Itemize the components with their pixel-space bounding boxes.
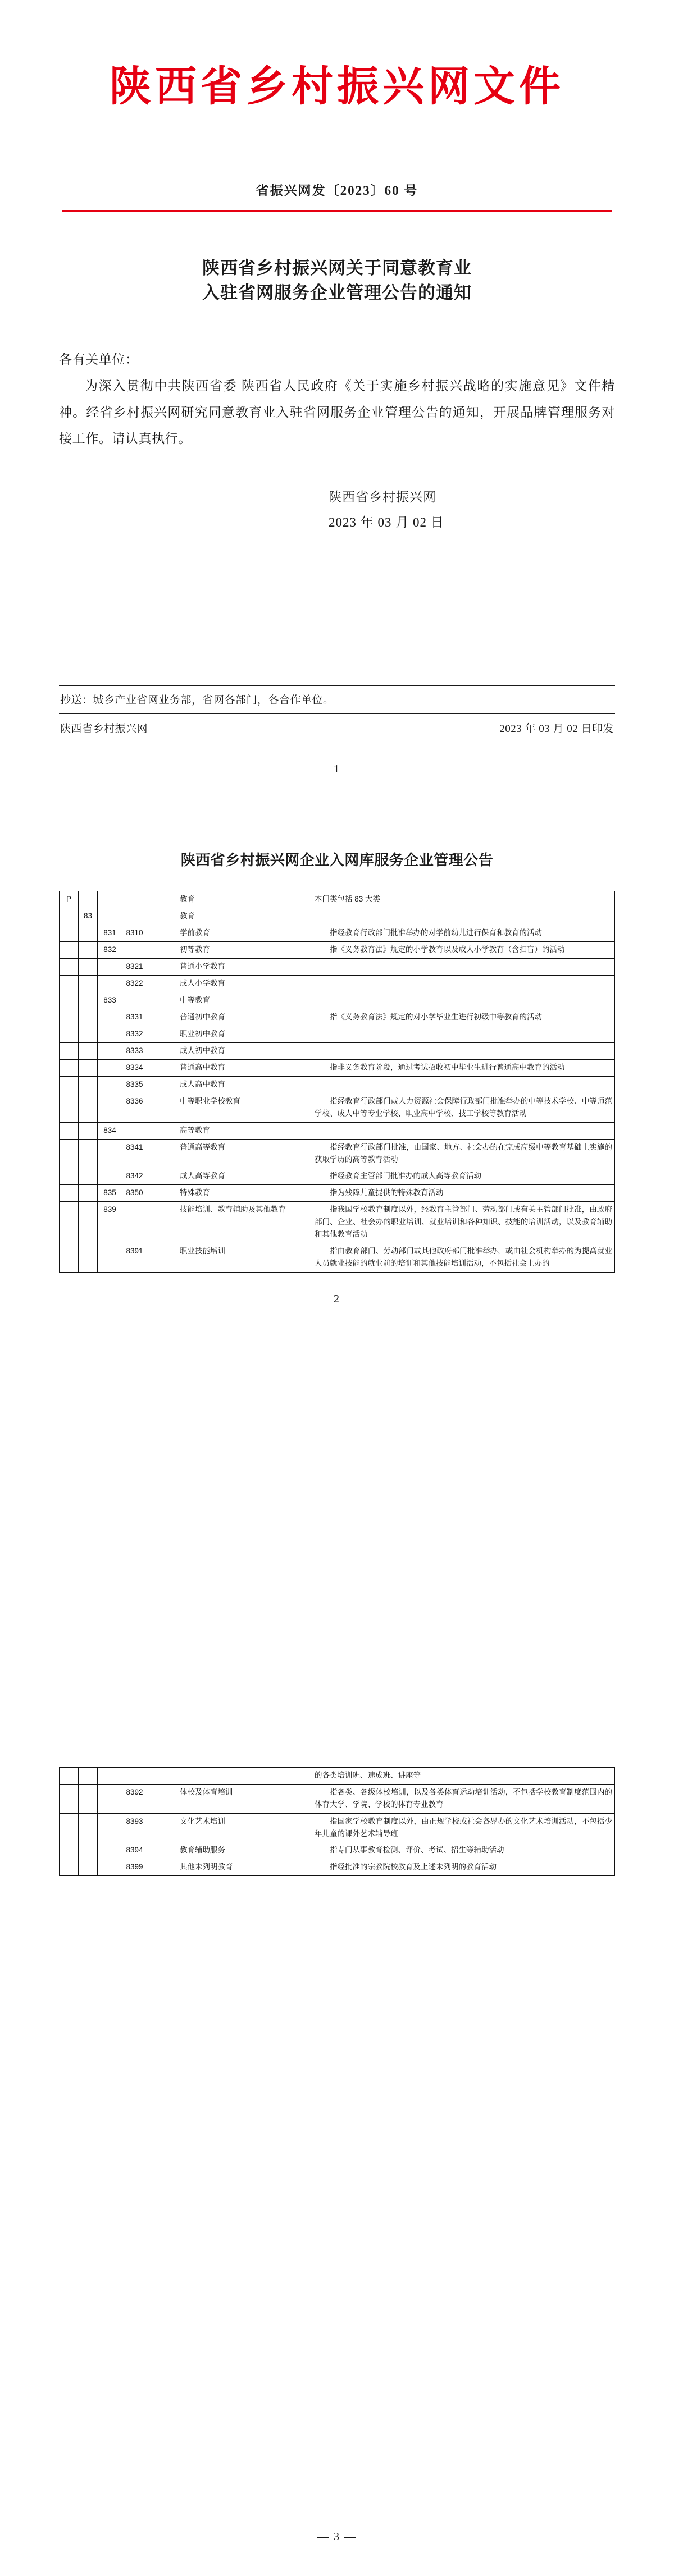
cell-group-code <box>98 1026 122 1043</box>
table-row <box>60 959 615 976</box>
cell-class-code <box>122 992 147 1009</box>
announcement-title: 陕西省乡村振兴网企业入网库服务企业管理公告 <box>180 852 494 868</box>
cell-class-code: 8321 <box>122 959 147 976</box>
cell-class-code <box>122 942 147 959</box>
masthead <box>59 0 615 112</box>
cell-category-description: 指经批准的宗教院校教育及上述未列明的教育活动 <box>312 1859 615 1876</box>
cell-category-name: 其他未列明教育 <box>177 1859 312 1876</box>
cell-group-code: 835 <box>98 1185 122 1202</box>
cell-category-description: 的各类培训班、速成班、讲座等 <box>312 1768 615 1785</box>
cell-subclass-code <box>147 992 177 1009</box>
cell-sector-code <box>60 1026 79 1043</box>
cell-group-code: 833 <box>98 992 122 1009</box>
cell-category-name: 中等教育 <box>177 992 312 1009</box>
cell-category-name: 文化艺术培训 <box>177 1813 312 1842</box>
cell-subclass-code <box>147 1122 177 1139</box>
cell-class-code: 8335 <box>122 1077 147 1093</box>
cell-category-name: 普通高等教育 <box>177 1139 312 1168</box>
cell-sector-code <box>60 1168 79 1185</box>
cell-division-code <box>79 891 98 908</box>
page-footer <box>59 685 615 735</box>
classification-table-page3 <box>59 1767 615 1876</box>
cell-subclass-code <box>147 1077 177 1093</box>
cell-category-description: 指为残障儿童提供的特殊教育活动 <box>312 1185 615 1202</box>
cell-class-code: 8334 <box>122 1060 147 1077</box>
document-number: 省振兴网发〔2023〕60 号 <box>256 184 418 198</box>
cell-group-code <box>98 1168 122 1185</box>
cell-class-code <box>122 1122 147 1139</box>
cell-category-description: 指经教育行政部门批准，由国家、地方、社会办的在完成高级中等教育基础上实施的获取学历的高等教育活动 <box>312 1139 615 1168</box>
cell-group-code <box>98 1093 122 1123</box>
cell-group-code: 839 <box>98 1202 122 1243</box>
cell-category-description: 本门类包括 83 大类 <box>312 891 615 908</box>
signature-date: 2023 年 03 月 02 日 <box>329 515 444 529</box>
table-row <box>60 1026 615 1043</box>
cell-sector-code <box>60 908 79 925</box>
salutation: 各有关单位： <box>59 353 139 367</box>
cell-class-code: 8310 <box>122 925 147 942</box>
cell-category-name: 初等教育 <box>177 942 312 959</box>
masthead-title: 陕西省乡村振兴网文件 <box>110 64 564 110</box>
cell-category-description <box>312 1043 615 1060</box>
cell-subclass-code <box>147 1026 177 1043</box>
cell-division-code <box>79 1202 98 1243</box>
table-row <box>60 976 615 992</box>
cell-group-code <box>98 1139 122 1168</box>
cell-category-description: 指非义务教育阶段，通过考试招收初中毕业生进行普通高中教育的活动 <box>312 1060 615 1077</box>
cell-sector-code <box>60 1060 79 1077</box>
cell-category-name: 职业技能培训 <box>177 1243 312 1273</box>
cell-class-code: 8399 <box>122 1859 147 1876</box>
table-row <box>60 1077 615 1093</box>
cell-subclass-code <box>147 1859 177 1876</box>
cell-division-code <box>79 1122 98 1139</box>
classification-table-wrapper-page2 <box>59 891 615 1273</box>
cell-division-code <box>79 1768 98 1785</box>
cell-class-code: 8393 <box>122 1813 147 1842</box>
cell-subclass-code <box>147 959 177 976</box>
cell-category-description <box>312 1122 615 1139</box>
page-number-3: — 3 — <box>317 2531 357 2543</box>
carbon-copy-line: 抄送：城乡产业省网业务部，省网各部门，各合作单位。 <box>60 694 334 707</box>
cell-subclass-code <box>147 1202 177 1243</box>
cell-sector-code <box>60 942 79 959</box>
cell-category-name: 中等职业学校教育 <box>177 1093 312 1123</box>
cell-sector-code: P <box>60 891 79 908</box>
document-page-2 <box>0 808 674 1718</box>
body-paragraph: 为深入贯彻中共陕西省委 陕西省人民政府《关于实施乡村振兴战略的实施意见》文件精神。经省乡村振兴网研究同意教育业入驻省网服务企业管理公告的通知，开展品牌管理服务对接工作。请认真执行。 <box>59 379 615 446</box>
cell-division-code <box>79 942 98 959</box>
cell-group-code <box>98 1785 122 1814</box>
cell-group-code <box>98 1243 122 1273</box>
cell-division-code: 83 <box>79 908 98 925</box>
document-page-3 <box>0 1767 674 2576</box>
table-row <box>60 1168 615 1185</box>
cell-subclass-code <box>147 1785 177 1814</box>
cell-division-code <box>79 1168 98 1185</box>
cell-category-name: 普通初中教育 <box>177 1009 312 1026</box>
document-page-1 <box>0 0 674 808</box>
issuer-name: 陕西省乡村振兴网 <box>60 723 148 735</box>
cell-group-code <box>98 891 122 908</box>
cell-class-code: 8333 <box>122 1043 147 1060</box>
cell-category-description: 指经教育行政部门批准举办的对学前幼儿进行保育和教育的活动 <box>312 925 615 942</box>
cell-category-name: 成人小学教育 <box>177 976 312 992</box>
cell-sector-code <box>60 1185 79 1202</box>
cell-subclass-code <box>147 1813 177 1842</box>
cell-subclass-code <box>147 1009 177 1026</box>
cell-sector-code <box>60 1768 79 1785</box>
cell-group-code <box>98 1813 122 1842</box>
cell-sector-code <box>60 1243 79 1273</box>
cell-division-code <box>79 1077 98 1093</box>
cell-subclass-code <box>147 908 177 925</box>
table-row <box>60 942 615 959</box>
cell-category-description <box>312 1077 615 1093</box>
cell-class-code: 8391 <box>122 1243 147 1273</box>
table-row <box>60 1243 615 1273</box>
cell-division-code <box>79 1026 98 1043</box>
cell-group-code <box>98 1859 122 1876</box>
cell-division-code <box>79 1243 98 1273</box>
cell-division-code <box>79 992 98 1009</box>
cell-sector-code <box>60 1859 79 1876</box>
cell-group-code <box>98 976 122 992</box>
table-row <box>60 1202 615 1243</box>
cell-sector-code <box>60 959 79 976</box>
cell-division-code <box>79 1009 98 1026</box>
cell-group-code: 831 <box>98 925 122 942</box>
signature-block <box>59 485 615 536</box>
table-row <box>60 1785 615 1814</box>
cell-class-code <box>122 1768 147 1785</box>
cell-category-name: 学前教育 <box>177 925 312 942</box>
cell-category-name: 普通小学教育 <box>177 959 312 976</box>
cell-category-name: 成人高中教育 <box>177 1077 312 1093</box>
cell-category-description <box>312 959 615 976</box>
cell-category-name: 普通高中教育 <box>177 1060 312 1077</box>
cell-class-code: 8332 <box>122 1026 147 1043</box>
cell-category-name: 高等教育 <box>177 1122 312 1139</box>
table-row <box>60 1043 615 1060</box>
cell-division-code <box>79 976 98 992</box>
cell-group-code <box>98 959 122 976</box>
cell-category-name: 特殊教育 <box>177 1185 312 1202</box>
cell-division-code <box>79 1043 98 1060</box>
notice-title-line-2: 入驻省网服务企业管理公告的通知 <box>202 283 472 303</box>
cell-division-code <box>79 1785 98 1814</box>
table-row <box>60 908 615 925</box>
notice-title <box>59 256 615 305</box>
cell-category-description: 指国家学校教育制度以外，由正规学校或社会各界办的文化艺术培训活动，不包括少年儿童的课外艺术辅导班 <box>312 1813 615 1842</box>
signer-name: 陕西省乡村振兴网 <box>329 489 436 504</box>
cell-category-description: 指各类、各级体校培训，以及各类体育运动培训活动，不包括学校教育制度范围内的体育大学、学院、学校的体育专业教育 <box>312 1785 615 1814</box>
red-separator-rule <box>62 210 612 212</box>
cell-sector-code <box>60 1009 79 1026</box>
cell-subclass-code <box>147 976 177 992</box>
cell-category-name <box>177 1768 312 1785</box>
page-number-1: — 1 — <box>317 763 357 775</box>
cell-class-code <box>122 1202 147 1243</box>
cell-sector-code <box>60 1077 79 1093</box>
cell-class-code: 8392 <box>122 1785 147 1814</box>
cell-category-name: 成人高等教育 <box>177 1168 312 1185</box>
cell-class-code: 8341 <box>122 1139 147 1168</box>
cell-sector-code <box>60 976 79 992</box>
cell-subclass-code <box>147 1842 177 1859</box>
table-row <box>60 1859 615 1876</box>
cell-sector-code <box>60 1813 79 1842</box>
cell-class-code <box>122 908 147 925</box>
cell-group-code <box>98 1060 122 1077</box>
cell-category-description: 指由教育部门、劳动部门或其他政府部门批准举办，或由社会机构举办的为提高就业人员就业技能的就业前的培训和其他技能培训活动，不包括社会上办的 <box>312 1243 615 1273</box>
cell-group-code <box>98 908 122 925</box>
table-row <box>60 891 615 908</box>
cell-subclass-code <box>147 891 177 908</box>
cell-group-code <box>98 1768 122 1785</box>
cell-subclass-code <box>147 1060 177 1077</box>
cell-category-description: 指我国学校教育制度以外，经教育主管部门、劳动部门或有关主管部门批准，由政府部门、企业、社会办的职业培训、就业培训和各种知识、技能的培训活动，以及教育辅助和其他教育活动 <box>312 1202 615 1243</box>
cell-subclass-code <box>147 942 177 959</box>
cell-category-name: 教育 <box>177 908 312 925</box>
cell-subclass-code <box>147 925 177 942</box>
cell-class-code: 8336 <box>122 1093 147 1123</box>
cell-division-code <box>79 1060 98 1077</box>
cell-category-description <box>312 992 615 1009</box>
cell-category-name: 职业初中教育 <box>177 1026 312 1043</box>
page-number-2: — 2 — <box>317 1292 357 1305</box>
notice-title-line-1: 陕西省乡村振兴网关于同意教育业 <box>202 258 472 278</box>
cell-category-description <box>312 976 615 992</box>
cell-division-code <box>79 959 98 976</box>
table-row <box>60 1093 615 1123</box>
cell-class-code: 8394 <box>122 1842 147 1859</box>
cell-category-name: 体校及体育培训 <box>177 1785 312 1814</box>
cell-subclass-code <box>147 1185 177 1202</box>
cell-sector-code <box>60 1842 79 1859</box>
cell-group-code <box>98 1009 122 1026</box>
cell-category-description: 指经教育主管部门批准办的成人高等教育活动 <box>312 1168 615 1185</box>
cell-subclass-code <box>147 1243 177 1273</box>
cell-subclass-code <box>147 1768 177 1785</box>
cell-sector-code <box>60 1785 79 1814</box>
table-row <box>60 1139 615 1168</box>
notice-body <box>59 347 615 452</box>
cell-division-code <box>79 1139 98 1168</box>
cell-sector-code <box>60 1043 79 1060</box>
table-row <box>60 925 615 942</box>
cell-division-code <box>79 1859 98 1876</box>
cell-sector-code <box>60 925 79 942</box>
cell-sector-code <box>60 1093 79 1123</box>
classification-table-page2 <box>59 891 615 1273</box>
cell-group-code <box>98 1043 122 1060</box>
cell-sector-code <box>60 1122 79 1139</box>
cell-division-code <box>79 925 98 942</box>
cell-group-code: 832 <box>98 942 122 959</box>
cell-group-code <box>98 1842 122 1859</box>
issuer-line <box>59 714 615 735</box>
table-row <box>60 1842 615 1859</box>
cell-category-name: 教育辅助服务 <box>177 1842 312 1859</box>
cell-category-name: 教育 <box>177 891 312 908</box>
cell-sector-code <box>60 992 79 1009</box>
cell-category-description: 指专门从事教育检测、评价、考试、招生等辅助活动 <box>312 1842 615 1859</box>
cell-subclass-code <box>147 1093 177 1123</box>
cell-category-description: 指《义务教育法》规定的小学教育以及成人小学教育（含扫盲）的活动 <box>312 942 615 959</box>
classification-table-wrapper-page3 <box>59 1767 615 1876</box>
cell-category-description <box>312 908 615 925</box>
table-row <box>60 992 615 1009</box>
cell-category-name: 技能培训、教育辅助及其他教育 <box>177 1202 312 1243</box>
cell-division-code <box>79 1813 98 1842</box>
table-row <box>60 1009 615 1026</box>
cell-group-code <box>98 1077 122 1093</box>
cell-class-code: 8350 <box>122 1185 147 1202</box>
cell-subclass-code <box>147 1043 177 1060</box>
cell-class-code: 8331 <box>122 1009 147 1026</box>
cell-subclass-code <box>147 1139 177 1168</box>
print-date: 2023 年 03 月 02 日印发 <box>499 723 614 735</box>
table-row <box>60 1185 615 1202</box>
table-row <box>60 1813 615 1842</box>
table-row <box>60 1122 615 1139</box>
cell-class-code: 8342 <box>122 1168 147 1185</box>
cell-division-code <box>79 1842 98 1859</box>
cell-division-code <box>79 1185 98 1202</box>
table-row <box>60 1768 615 1785</box>
cell-subclass-code <box>147 1168 177 1185</box>
cell-group-code: 834 <box>98 1122 122 1139</box>
cell-class-code: 8322 <box>122 976 147 992</box>
table-row <box>60 1060 615 1077</box>
cell-class-code <box>122 891 147 908</box>
cell-sector-code <box>60 1139 79 1168</box>
cell-category-description: 指经教育行政部门或人力资源社会保障行政部门批准举办的中等技术学校、中等师范学校、成人中等专业学校、职业高中学校、技工学校等教育活动 <box>312 1093 615 1123</box>
cell-sector-code <box>60 1202 79 1243</box>
cell-category-description <box>312 1026 615 1043</box>
cell-division-code <box>79 1093 98 1123</box>
cell-category-description: 指《义务教育法》规定的对小学毕业生进行初级中等教育的活动 <box>312 1009 615 1026</box>
cell-category-name: 成人初中教育 <box>177 1043 312 1060</box>
